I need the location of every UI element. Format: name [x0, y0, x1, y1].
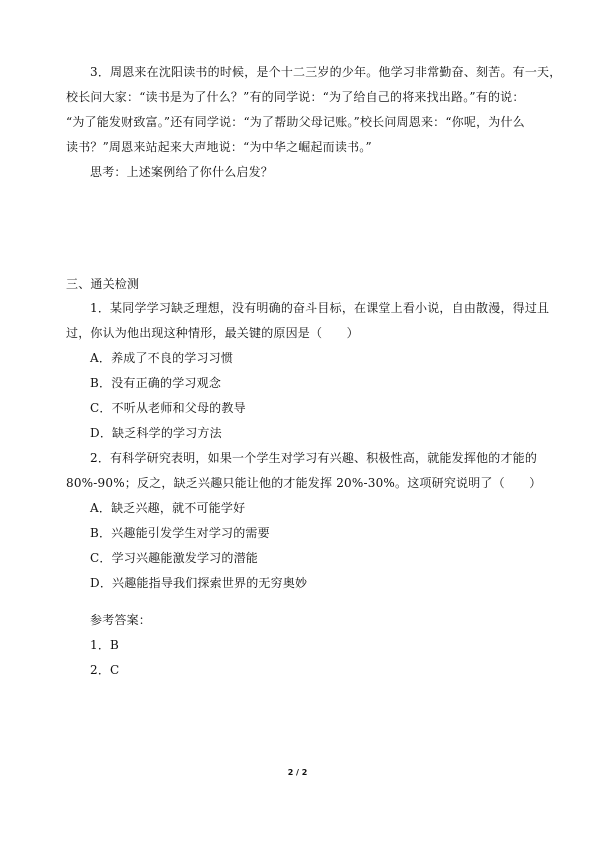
story-line-3: “为了能发财致富。”还有同学说：“为了帮助父母记账。”校长问周恩来：“你呢，为什么	[66, 115, 525, 129]
story-line-4: 读书？”周恩来站起来大声地说：“为中华之崛起而读书。”	[66, 140, 372, 154]
answer-1: 1．B	[90, 638, 120, 652]
answer-2: 2．C	[90, 663, 120, 677]
q2-option-a: A．缺乏兴趣，就不可能学好	[90, 501, 246, 515]
q2-option-b: B．兴趣能引发学生对学习的需要	[90, 526, 270, 540]
q1-stem-line-1: 1．某同学学习缺乏理想，没有明确的奋斗目标，在课堂上看小说，自由散漫，得过且	[90, 301, 550, 315]
q1-option-a: A．养成了不良的学习习惯	[90, 351, 234, 365]
q2-stem-line-1: 2．有科学研究表明，如果一个学生对学习有兴趣、积极性高，就能发挥他的才能的	[90, 451, 538, 465]
q2-option-c: C．学习兴趣能激发学习的潜能	[90, 551, 258, 565]
q2-stem-line-2: 80%-90%；反之，缺乏兴趣只能让他的才能发挥 20%-30%。这项研究说明了（ ）	[66, 476, 542, 490]
page-number: 2 / 2	[287, 768, 308, 777]
think-question: 思考：上述案例给了你什么启发？	[90, 165, 274, 179]
answers-title: 参考答案：	[90, 613, 152, 627]
q1-option-c: C．不听从老师和父母的教导	[90, 401, 246, 415]
q2-option-d: D．兴趣能指导我们探索世界的无穷奥妙	[90, 576, 308, 590]
q1-stem-line-2: 过，你认为他出现这种情形，最关键的原因是（ ）	[66, 326, 359, 340]
story-line-2: 校长问大家：“读书是为了什么？”有的同学说：“为了给自己的将来找出路。”有的说：	[66, 90, 525, 104]
story-line-1: 3．周恩来在沈阳读书的时候，是个十二三岁的少年。他学习非常勤奋、刻苦。有一天，	[90, 65, 562, 79]
q1-option-d: D．缺乏科学的学习方法	[90, 426, 222, 440]
section-title: 三、通关检测	[66, 277, 140, 291]
q1-option-b: B．没有正确的学习观念	[90, 376, 222, 390]
